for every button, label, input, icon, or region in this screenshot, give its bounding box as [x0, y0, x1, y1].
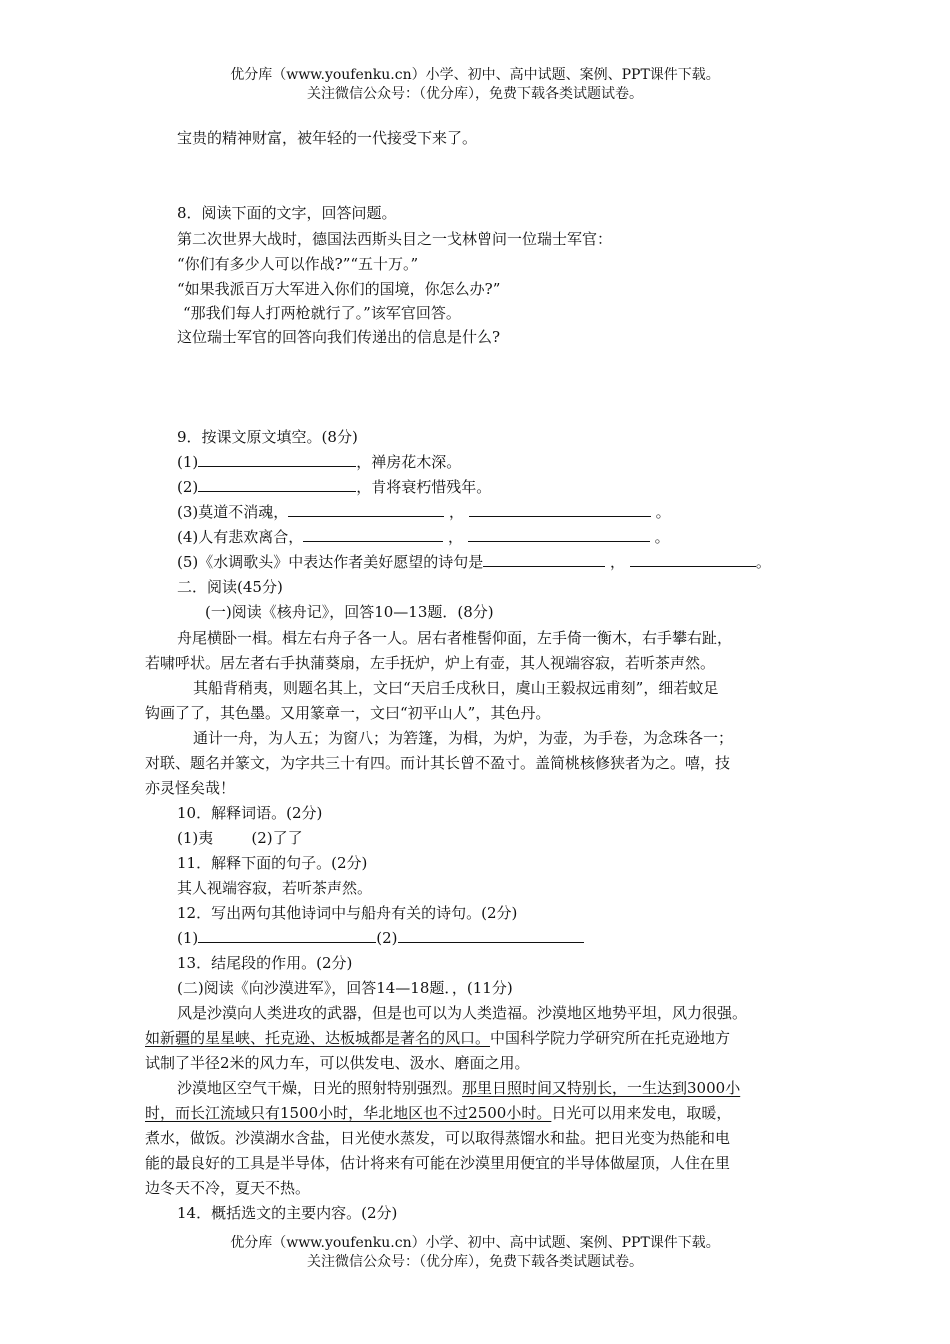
part2-p2-a: [177, 1077, 740, 1099]
answer-blank[interactable]: [483, 551, 605, 567]
part1-p3-c: 亦灵怪矣哉！: [145, 779, 236, 797]
part2-p1-b-rest: 中国科学院力学研究所在托克逊地方: [490, 1029, 731, 1047]
answer-blank[interactable]: [303, 526, 443, 542]
underlined-sentence: 如新疆的星星峡、托克逊、达板城都是著名的风口。: [145, 1029, 491, 1047]
comma: ，: [449, 503, 465, 521]
period: 。: [755, 553, 771, 571]
q9-title: 9．按课文原文填空。(8分): [177, 428, 358, 446]
part1-title: (一)阅读《核舟记》，回答10—13题．(8分): [205, 603, 494, 621]
q8-line-2: “你们有多少人可以作战?”“五十万。”: [177, 255, 419, 273]
q8-title: 8．阅读下面的文字，回答问题。: [177, 204, 397, 222]
q12-label-2: (2): [376, 929, 398, 947]
period: 。: [655, 503, 671, 521]
q9-item-2: [177, 476, 491, 498]
q9-item-4-label: (4)人有悲欢离合，: [177, 528, 304, 546]
q11-title: 11．解释下面的句子。(2分): [177, 854, 368, 872]
answer-blank[interactable]: [198, 476, 356, 492]
q9-item-5-label: (5)《水调歌头》中表达作者美好愿望的诗句是: [177, 553, 484, 571]
part1-p2-a: 其船背稍夷，则题名其上，文曰“天启壬戌秋日，虞山王毅叔远甫刻”，细若蚊足: [193, 679, 719, 697]
q9-item-3: [177, 501, 671, 523]
part2-p2-e: 边冬天不冷，夏天不热。: [145, 1179, 311, 1197]
part1-p2-b: 钩画了了，其色墨。又用篆章一，文曰“初平山人”，其色丹。: [145, 704, 551, 722]
header-line-1: 优分库（www.youfenku.cn）小学、初中、高中试题、案例、PPT课件下载。: [230, 67, 720, 83]
q14-title: 14．概括选文的主要内容。(2分): [177, 1204, 398, 1222]
underlined-sentence: 那里日照时间又特别长，一生达到3000小: [462, 1079, 741, 1097]
q8-line-5: 这位瑞士军官的回答向我们传递出的信息是什么?: [177, 328, 501, 346]
part1-p1-a: 舟尾横卧一楫。楫左右舟子各一人。居右者椎髻仰面，左手倚一衡木，右手攀右趾，: [177, 629, 733, 647]
part1-p3-b: 对联、题名并篆文，为字共三十有四。而计其长曾不盈寸。盖简桃核修狭者为之。嘻，技: [145, 754, 731, 772]
answer-blank[interactable]: [469, 501, 651, 517]
part2-title: (二)阅读《向沙漠进军》，回答14—18题．，(11分): [177, 979, 513, 997]
q9-item-1-text: ，禅房花木深。: [356, 453, 462, 471]
part2-p2-b-rest: 日光可以用来发电，取暖，: [551, 1104, 732, 1122]
q9-item-4: [177, 526, 670, 548]
answer-blank[interactable]: [198, 927, 376, 943]
part2-p1-a: 风是沙漠向人类进攻的武器，但是也可以为人类造福。沙漠地区地势平坦，风力很强。: [177, 1004, 748, 1022]
part2-p2-c: 煮水，做饭。沙漠湖水含盐，日光使水蒸发，可以取得蒸馏水和盐。把日光变为热能和电: [145, 1129, 731, 1147]
answer-blank[interactable]: [468, 526, 650, 542]
q11-sentence: 其人视端容寂，若听茶声然。: [177, 879, 373, 897]
comma: ，: [448, 528, 464, 546]
q9-item-2-label: (2): [177, 478, 199, 496]
answer-blank[interactable]: [288, 501, 444, 517]
q9-item-1-label: (1): [177, 453, 199, 471]
carryover-text: 宝贵的精神财富，被年轻的一代接受下来了。: [177, 129, 478, 147]
q8-line-1: 第二次世界大战时，德国法西斯头目之一戈林曾问一位瑞士军官：: [177, 230, 613, 248]
q12-answers: [177, 927, 584, 949]
q13-title: 13．结尾段的作用。(2分): [177, 954, 353, 972]
answer-blank[interactable]: [398, 927, 584, 943]
q8-line-3: “如果我派百万大军进入你们的国境，你怎么办?”: [177, 280, 501, 298]
answer-blank[interactable]: [630, 551, 756, 567]
period: 。: [654, 528, 670, 546]
part2-p1-b: [145, 1027, 730, 1049]
q10-items: (1)夷 (2)了了: [177, 829, 303, 847]
answer-blank[interactable]: [198, 451, 356, 467]
comma: ，: [610, 553, 626, 571]
q9-item-1: [177, 451, 461, 473]
q12-label-1: (1): [177, 929, 199, 947]
part2-p1-c: 试制了半径2米的风力车，可以供发电、汲水、磨面之用。: [145, 1054, 530, 1072]
part2-p2-d: 能的最良好的工具是半导体，估计将来有可能在沙漠里用便宜的半导体做屋顶，人住在里: [145, 1154, 731, 1172]
header-line-2: 关注微信公众号：（优分库），免费下载各类试题试卷。: [307, 86, 643, 102]
q8-line-4: “那我们每人打两枪就行了。”该军官回答。: [183, 304, 461, 322]
q9-item-5: [177, 551, 771, 573]
underlined-sentence: 时，而长江流域只有1500小时，华北地区也不过2500小时。: [145, 1104, 552, 1122]
part1-p3-a: 通计一舟，为人五；为窗八；为箬篷，为楫，为炉，为壶，为手卷，为念珠各一；: [193, 729, 734, 747]
page-footer: [0, 1234, 950, 1272]
part2-p2-a-pre: 沙漠地区空气干燥，日光的照射特别强烈。: [177, 1079, 463, 1097]
footer-line-2: 关注微信公众号：（优分库），免费下载各类试题试卷。: [307, 1254, 643, 1270]
q12-title: 12．写出两句其他诗词中与船舟有关的诗句。(2分): [177, 904, 518, 922]
section-2-title: 二．阅读(45分): [177, 578, 283, 596]
q9-item-2-text: ，肯将衰朽惜残年。: [356, 478, 492, 496]
part1-p1-b: 若啸呼状。居左者右手执蒲葵扇，左手抚炉，炉上有壶，其人视端容寂，若听茶声然。: [145, 654, 716, 672]
page-header: [0, 66, 950, 104]
footer-line-1: 优分库（www.youfenku.cn）小学、初中、高中试题、案例、PPT课件下载。: [230, 1235, 720, 1251]
q10-title: 10．解释词语。(2分): [177, 804, 323, 822]
part2-p2-b: [145, 1102, 731, 1124]
q9-item-3-label: (3)莫道不消魂，: [177, 503, 289, 521]
